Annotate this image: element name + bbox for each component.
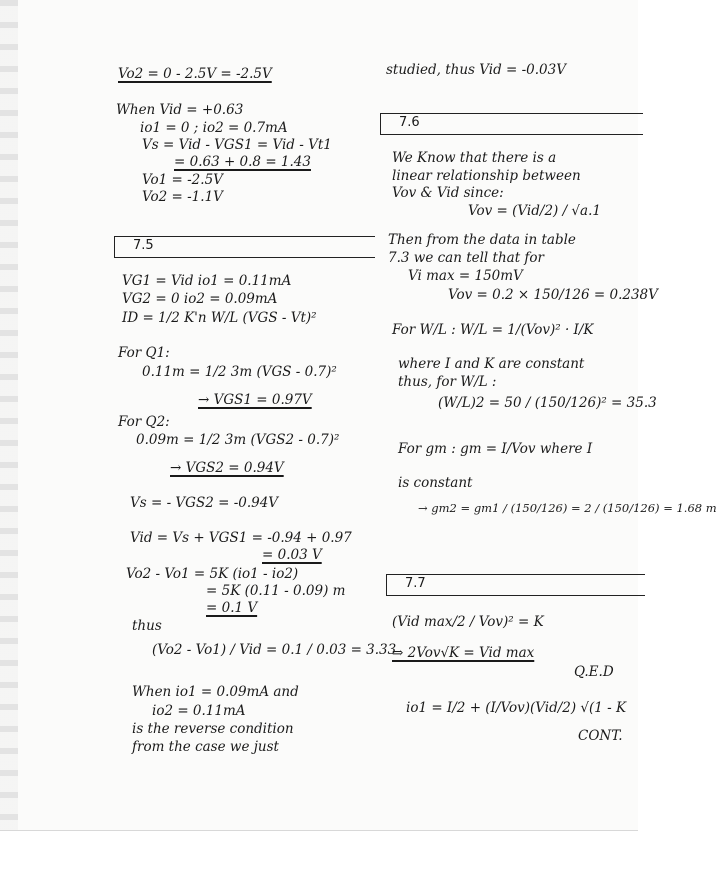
text-line: When io1 = 0.09mA and xyxy=(132,684,299,700)
text-line: Vid = Vs + VGS1 = -0.94 + 0.97 xyxy=(130,530,352,546)
text-line: where I and K are constant xyxy=(398,356,585,372)
text-line: Vov = 0.2 × 150/126 = 0.238V xyxy=(448,287,658,303)
text-line: VG2 = 0 io2 = 0.09mA xyxy=(122,291,278,307)
text-line: thus, for W/L : xyxy=(398,374,497,390)
text-line: Q.E.D xyxy=(574,664,614,680)
text-line: When Vid = +0.63 xyxy=(116,102,244,118)
text-line: linear relationship between xyxy=(392,168,581,184)
section-label-7-5: 7.5 xyxy=(114,236,375,258)
text-line: 7.3 we can tell that for xyxy=(388,250,544,266)
text-line: Vov & Vid since: xyxy=(392,185,504,201)
text-line: Vs = Vid - VGS1 = Vid - Vt1 xyxy=(142,137,332,153)
text-line: = 5K (0.11 - 0.09) m xyxy=(206,583,346,599)
section-label-7-6: 7.6 xyxy=(380,113,643,135)
text-line: (Vid max/2 / Vov)² = K xyxy=(392,614,544,630)
text-line: io2 = 0.11mA xyxy=(152,703,246,719)
text-line: (Vo2 - Vo1) / Vid = 0.1 / 0.03 = 3.33 xyxy=(152,642,397,658)
binder-holes xyxy=(0,0,18,830)
text-line: Vo2 = -1.1V xyxy=(142,189,223,205)
section-label-7-7: 7.7 xyxy=(386,574,645,596)
text-line: thus xyxy=(132,618,162,634)
text-line: → gm2 = gm1 / (150/126) = 2 / (150/126) = 1.68 m xyxy=(418,501,717,515)
text-line: is the reverse condition xyxy=(132,721,294,737)
text-line: For Q2: xyxy=(118,414,170,430)
text-line: Vov = (Vid/2) / √a.1 xyxy=(468,203,601,219)
text-line: 0.11m = 1/2 3m (VGS - 0.7)² xyxy=(142,364,337,380)
text-line: Vo2 - Vo1 = 5K (io1 - io2) xyxy=(126,566,299,582)
text-line: Vo2 = 0 - 2.5V = -2.5V xyxy=(118,66,272,82)
text-line: VG1 = Vid io1 = 0.11mA xyxy=(122,273,292,289)
text-line: → VGS2 = 0.94V xyxy=(170,460,284,476)
text-line: = 0.63 + 0.8 = 1.43 xyxy=(174,154,311,170)
text-line: For W/L : W/L = 1/(Vov)² · I/K xyxy=(392,322,594,338)
text-line: → VGS1 = 0.97V xyxy=(198,392,312,408)
text-line: Vs = - VGS2 = -0.94V xyxy=(130,495,279,511)
text-line: from the case we just xyxy=(132,739,279,755)
text-line: We Know that there is a xyxy=(392,150,557,166)
text-line: CONT. xyxy=(578,728,623,744)
text-line: io1 = I/2 + (I/Vov)(Vid/2) √(1 - K xyxy=(406,700,627,716)
text-line: For Q1: xyxy=(118,345,170,361)
text-line: is constant xyxy=(398,475,473,491)
text-line: 0.09m = 1/2 3m (VGS2 - 0.7)² xyxy=(136,432,340,448)
text-line: = 0.03 V xyxy=(262,547,322,563)
text-line: Vi max = 150mV xyxy=(408,268,523,284)
text-line: io1 = 0 ; io2 = 0.7mA xyxy=(140,120,288,136)
text-line: = 0.1 V xyxy=(206,600,258,616)
text-line: ID = 1/2 K'n W/L (VGS - Vt)² xyxy=(122,310,317,326)
text-line: ⇒ 2Vov√K = Vid max xyxy=(392,645,535,661)
text-line: Vo1 = -2.5V xyxy=(142,172,223,188)
text-line: (W/L)2 = 50 / (150/126)² = 35.3 xyxy=(438,395,657,411)
text-line: For gm : gm = I/Vov where I xyxy=(398,441,593,457)
text-line: Then from the data in table xyxy=(388,232,576,248)
text-line: studied, thus Vid = -0.03V xyxy=(386,62,566,78)
